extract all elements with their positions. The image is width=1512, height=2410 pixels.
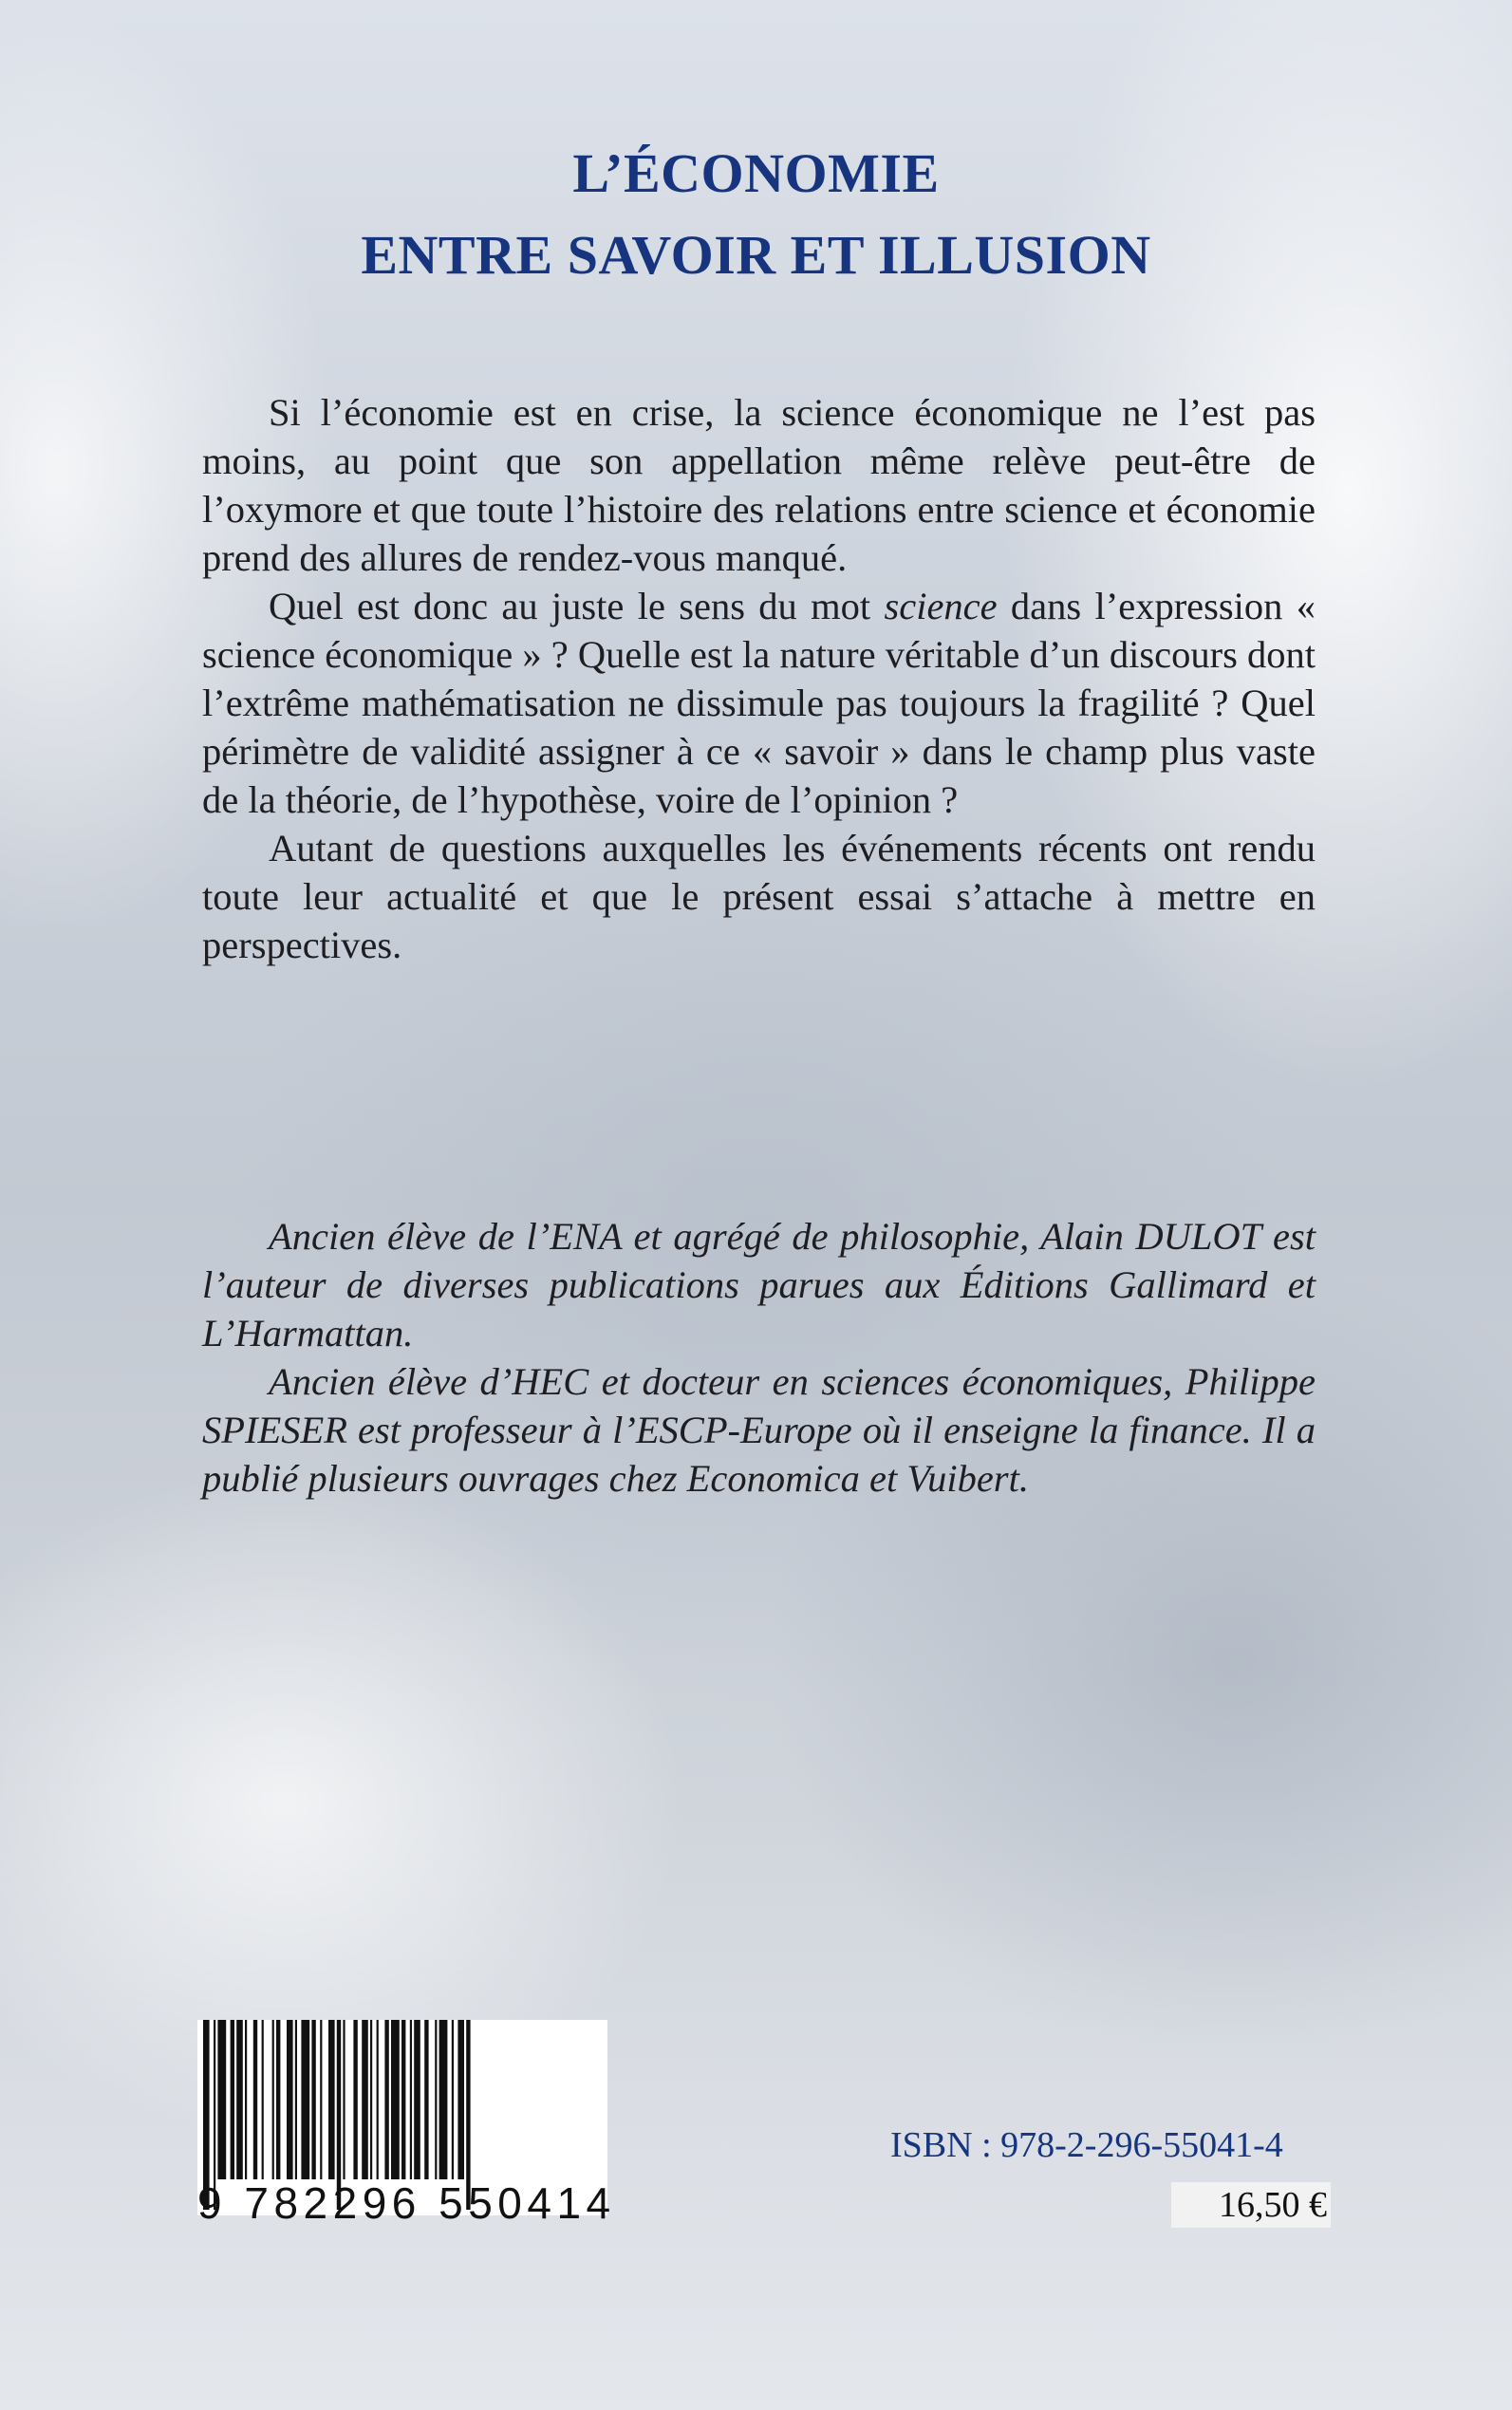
author-bio-2: Ancien élève d’HEC et docteur en sciences économiques, Philippe SPIESER est professeur à l’ESCP-Europe où il enseigne la finance. Il a publié plusieurs ouvrages chez Economica et Vuibert. — [202, 1360, 1316, 1500]
summary-paragraph-2 — [202, 582, 1316, 824]
author-bios — [202, 1212, 1316, 1503]
title-line-1: L’ÉCONOMIE — [572, 142, 940, 204]
author-bio-1: Ancien élève de l’ENA et agrégé de philosophie, Alain DULOT est l’auteur de diverses publications parues aux Éditions Gallimard et L’Harmattan. — [202, 1215, 1316, 1354]
summary-paragraph-3: Autant de questions auxquelles les événements récents ont rendu toute leur actualité et que le présent essai s’attache à mettre en perspectives. — [202, 827, 1316, 966]
price-label: 16,50 € — [1171, 2182, 1331, 2228]
summary-paragraph-2-end: dans l’expression « science économique » ? Quelle est la nature véritable d’un discours dont l’extrême mathématisation ne dissimule pas toujours la fragilité ? Quel périmètre de validité assigner à ce « savoir » dans le champ plus vaste de la théorie, de l’hypothèse, voire de l’opinion ? — [202, 585, 1316, 821]
title-line-2: ENTRE SAVOIR ET ILLUSION — [361, 224, 1151, 286]
book-title — [0, 133, 1512, 296]
summary-paragraph-1: Si l’économie est en crise, la science économique ne l’est pas moins, au point que son appellation même relève peut-être de l’oxymore et que toute l’histoire des relations entre science et économie prend des allures de rendez-vous manqué. — [202, 391, 1316, 579]
book-summary — [202, 388, 1316, 969]
summary-paragraph-2-start: Quel est donc au juste le sens du mot — [269, 585, 885, 627]
summary-italic-word: science — [884, 585, 998, 627]
isbn-number: ISBN : 978-2-296-55041-4 — [890, 2125, 1283, 2165]
barcode-digits: 9 782296 550414 — [197, 2178, 616, 2228]
